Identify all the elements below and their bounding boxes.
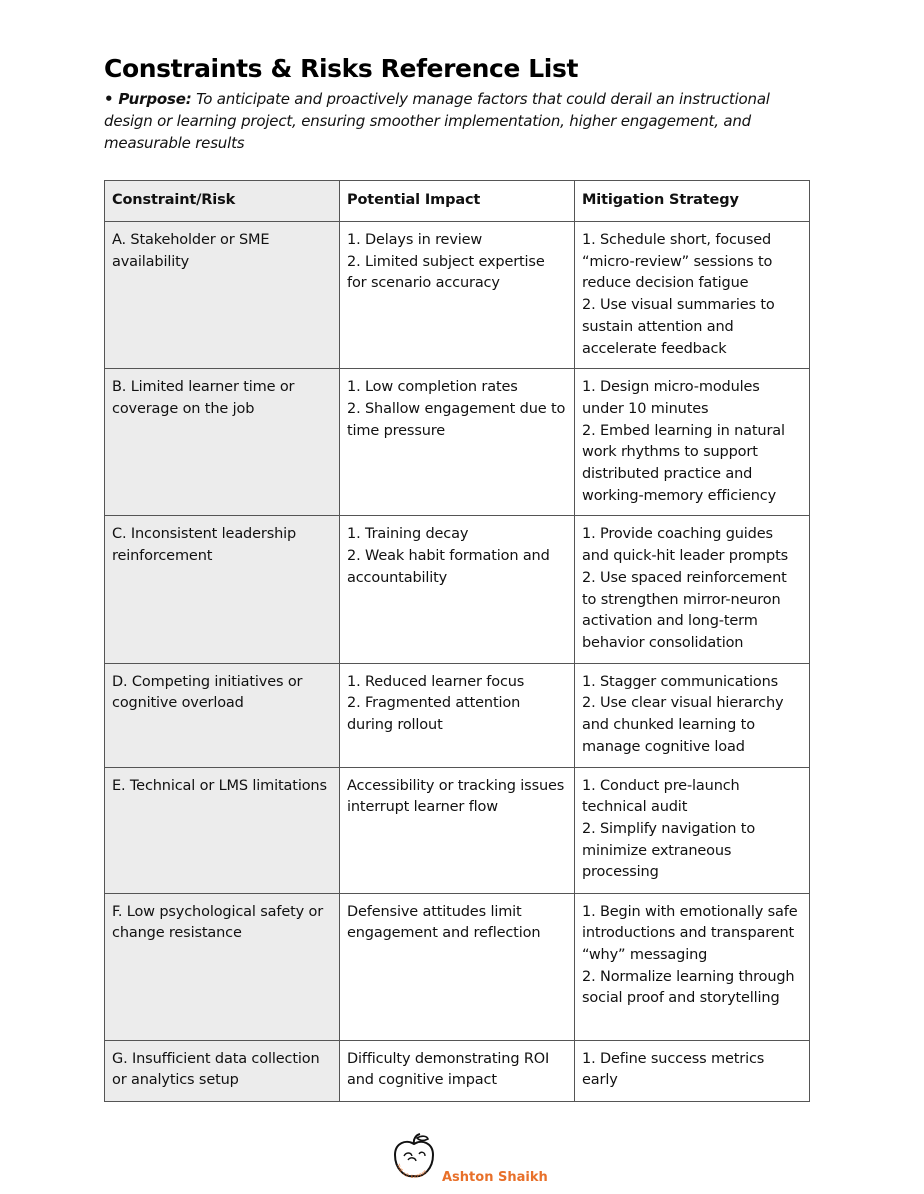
impact-cell (340, 1040, 575, 1101)
mitigation-cell (575, 1040, 810, 1101)
column-header-mitigation: Mitigation Strategy (575, 181, 810, 222)
footer-branding (386, 1130, 546, 1190)
table-row (105, 222, 810, 369)
impact-item: 1. Reduced learner focus (347, 673, 525, 690)
mitigation-item: 1. Begin with emotionally safe introductions and transparent “why” messaging (582, 903, 798, 964)
impact-item: 2. Limited subject expertise for scenario accuracy (347, 253, 545, 292)
risk-cell: E. Technical or LMS limitations (105, 767, 340, 893)
mitigation-cell (575, 516, 810, 663)
impact-cell (340, 222, 575, 369)
risk-cell: G. Insufficient data collection or analytics setup (105, 1040, 340, 1101)
column-header-risk: Constraint/Risk (105, 181, 340, 222)
mitigation-cell (575, 663, 810, 767)
mitigation-item: 2. Use clear visual hierarchy and chunked learning to manage cognitive load (582, 695, 784, 755)
logo-text: THE LD EXPERT (395, 1163, 429, 1180)
purpose-lead: • Purpose: (104, 90, 192, 108)
mitigation-item: 1. Conduct pre-launch technical audit (582, 777, 740, 816)
table-row (105, 893, 810, 1040)
table-row (105, 516, 810, 663)
mitigation-item: 2. Simplify navigation to minimize extraneous processing (582, 821, 756, 881)
apple-brain-logo-icon (386, 1130, 442, 1186)
risk-cell: D. Competing initiatives or cognitive overload (105, 663, 340, 767)
risks-table (104, 180, 810, 1102)
risk-cell: B. Limited learner time or coverage on the job (105, 369, 340, 516)
impact-item: Difficulty demonstrating ROI and cognitive impact (347, 1050, 550, 1089)
mitigation-cell (575, 369, 810, 516)
mitigation-item: 1. Define success metrics early (582, 1050, 765, 1089)
mitigation-item: 1. Provide coaching guides and quick-hit leader prompts (582, 526, 789, 565)
mitigation-item: 2. Embed learning in natural work rhythms to support distributed practice and working-memory efficiency (582, 422, 785, 504)
impact-item: 1. Low completion rates (347, 379, 518, 396)
impact-cell (340, 516, 575, 663)
table-row (105, 767, 810, 893)
table-row (105, 663, 810, 767)
risk-cell: C. Inconsistent leadership reinforcement (105, 516, 340, 663)
impact-item: 2. Weak habit formation and accountability (347, 548, 550, 586)
mitigation-item: 1. Schedule short, focused “micro-review” sessions to reduce decision fatigue (582, 232, 773, 292)
svg-text:THE LD EXPERT (395, 1162, 428, 1179)
column-header-impact: Potential Impact (340, 181, 575, 222)
table-body (105, 222, 810, 1102)
impact-cell (340, 663, 575, 767)
mitigation-item: 1. Stagger communications (582, 673, 779, 690)
impact-cell (340, 369, 575, 516)
mitigation-cell (575, 222, 810, 369)
table-row (105, 369, 810, 516)
table-header-row (105, 181, 810, 222)
impact-item: 1. Delays in review (347, 232, 483, 248)
mitigation-item: 2. Use visual summaries to sustain attention and accelerate feedback (582, 297, 775, 357)
mitigation-cell (575, 767, 810, 893)
mitigation-item: 2. Use spaced reinforcement to strengthen mirror-neuron activation and long-term behavior consolidation (582, 569, 787, 651)
brand-name: Ashton Shaikh (442, 1170, 548, 1185)
purpose-text: To anticipate and proactively manage factors that could derail an instructional design or learning project, ensuring smoother implementation, higher engagement, and measurable results (104, 90, 770, 152)
impact-item: 2. Fragmented attention during rollout (347, 695, 521, 734)
impact-cell (340, 767, 575, 893)
impact-item: 2. Shallow engagement due to time pressure (347, 400, 566, 439)
impact-item: Accessibility or tracking issues interrupt learner flow (347, 777, 565, 816)
risk-cell: F. Low psychological safety or change resistance (105, 893, 340, 1040)
purpose-statement (104, 88, 810, 154)
table-row (105, 1040, 810, 1101)
impact-cell (340, 893, 575, 1040)
impact-item: Defensive attitudes limit engagement and reflection (347, 903, 541, 942)
mitigation-item: 1. Design micro-modules under 10 minutes (582, 379, 760, 417)
impact-item: 1. Training decay (347, 526, 469, 543)
mitigation-item: 2. Normalize learning through social proof and storytelling (582, 968, 795, 1007)
document-header (104, 50, 810, 154)
mitigation-cell (575, 893, 810, 1040)
page-title: Constraints & Risks Reference List (104, 54, 578, 83)
risk-cell: A. Stakeholder or SME availability (105, 222, 340, 369)
